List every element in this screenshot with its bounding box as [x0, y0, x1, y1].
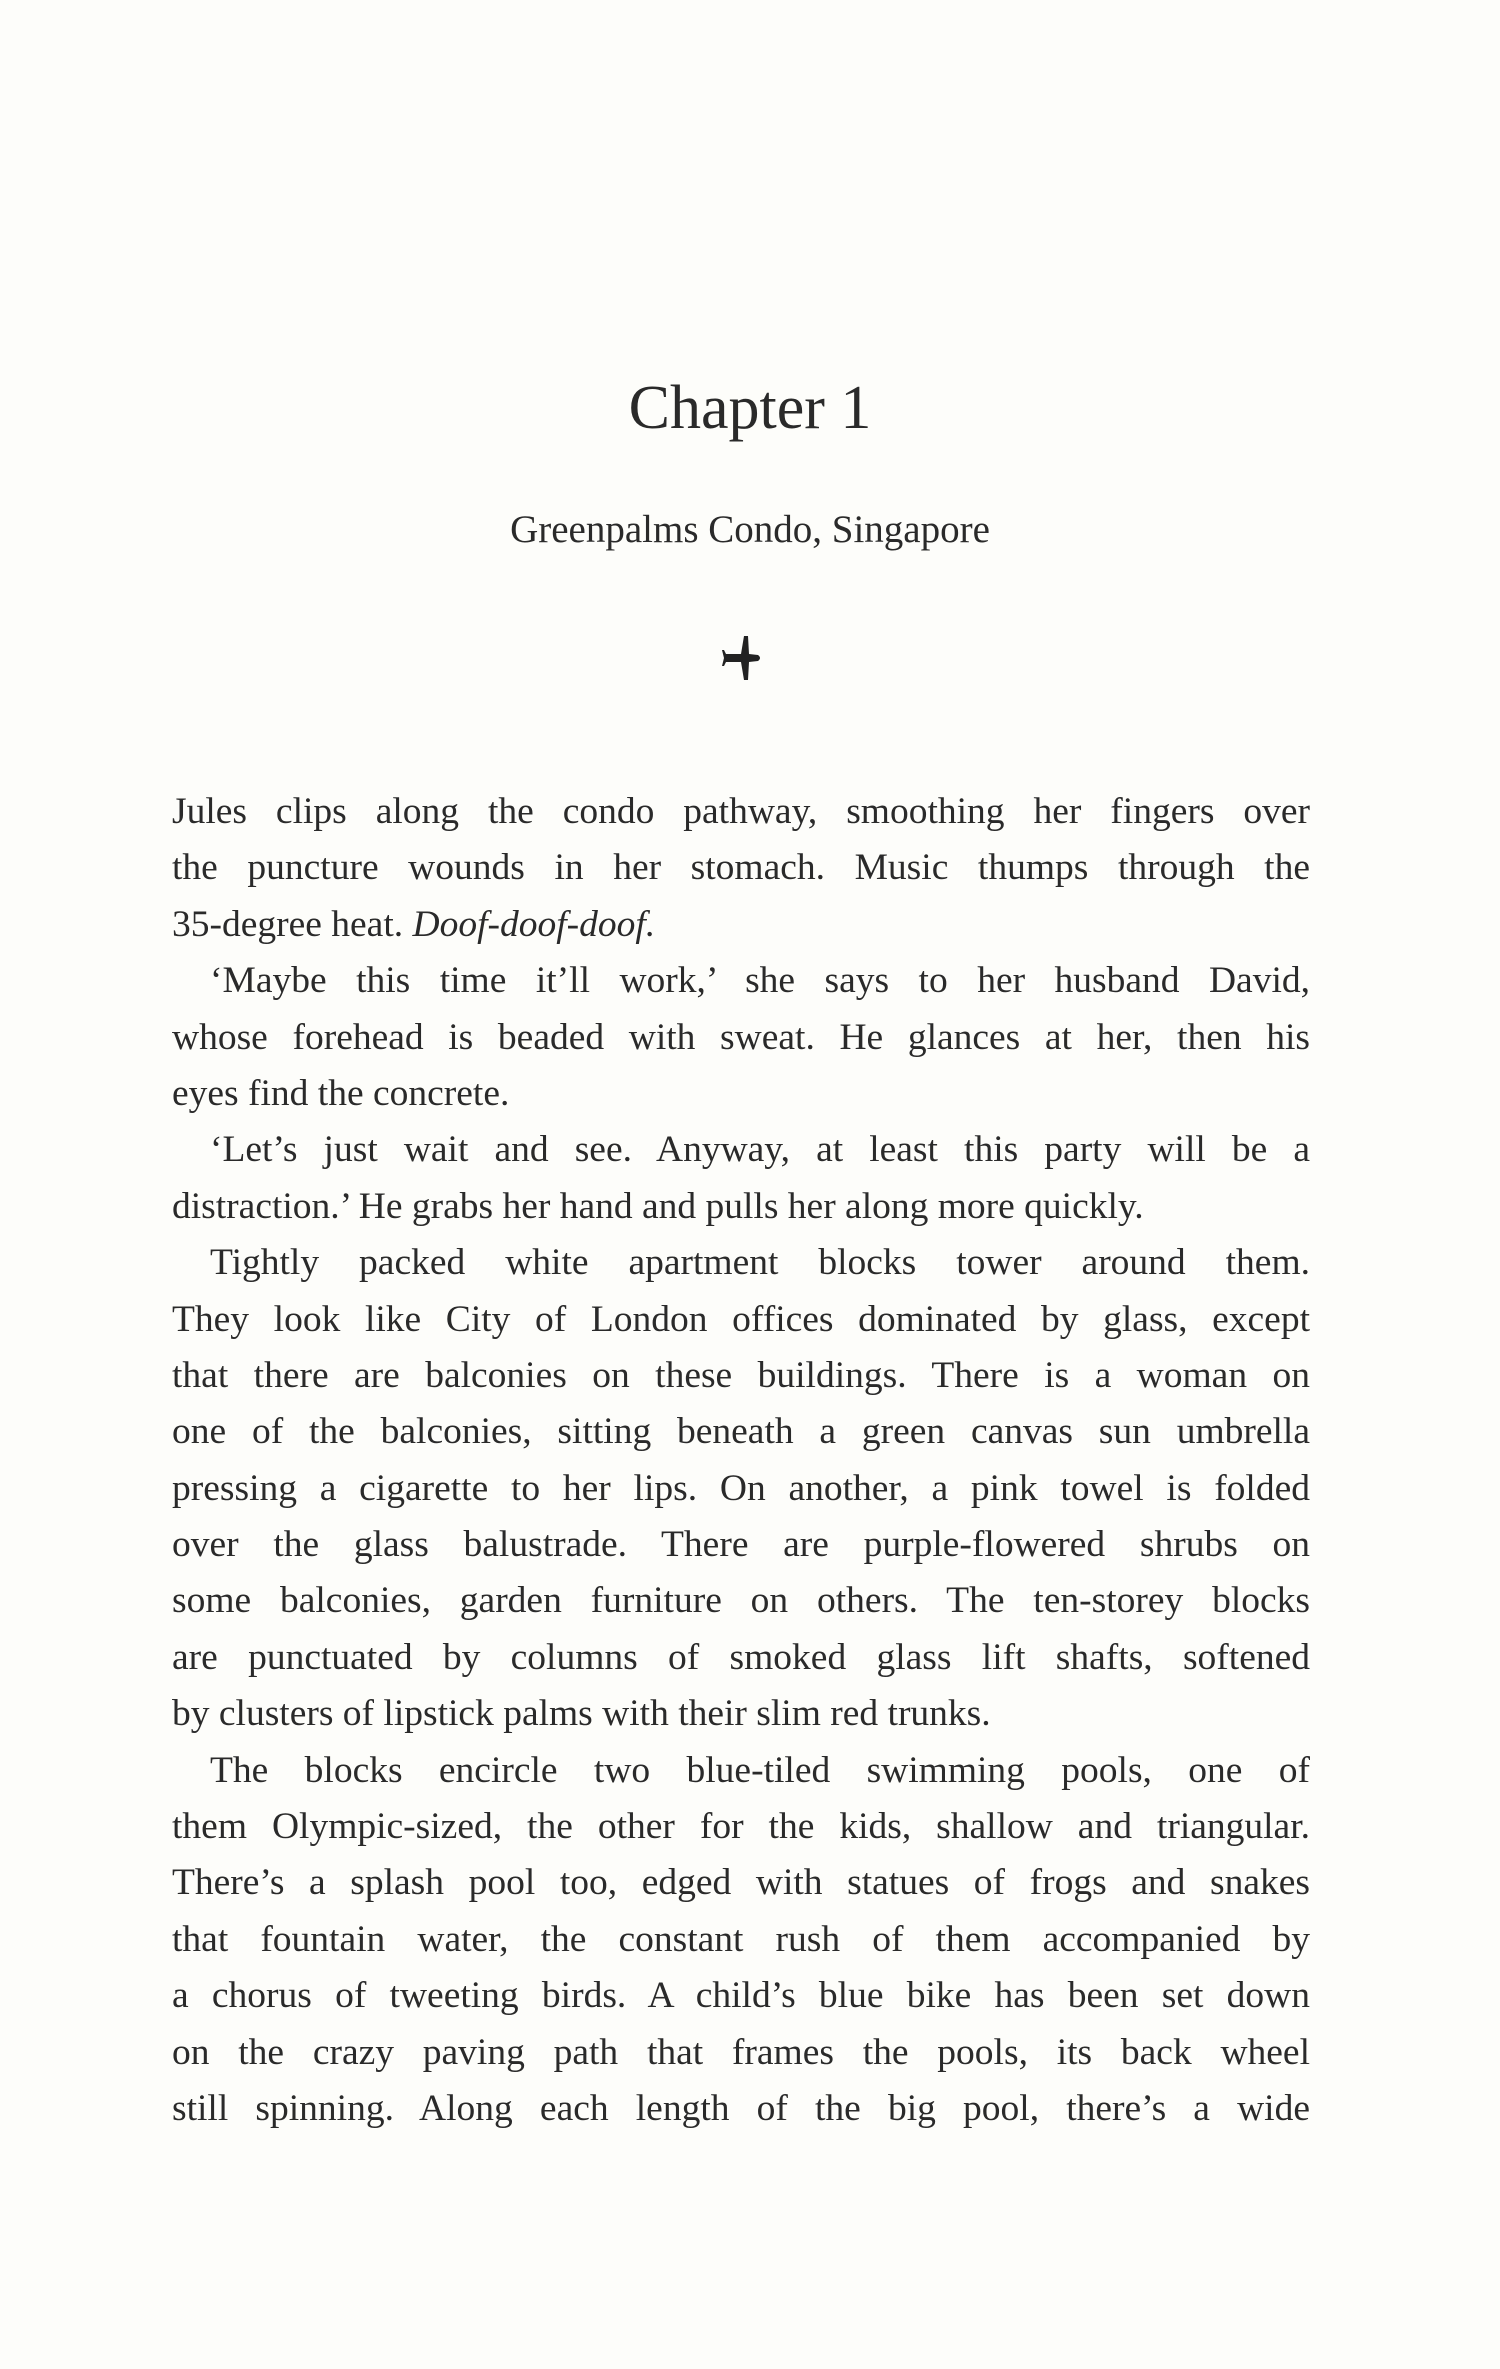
text-line: Jules clips along the condo pathway, smoothing her fingers over [172, 791, 1310, 832]
text-line: ‘Let’s just wait and see. Anyway, at least this party will be a [210, 1129, 1310, 1171]
chapter-title: Chapter 1 [628, 374, 872, 442]
text-line: the puncture wounds in her stomach. Music thumps through the [172, 847, 1310, 889]
text-line: that fountain water, the constant rush of them accompanied by [172, 1918, 1310, 1960]
text-line: over the glass balustrade. There are purple-flowered shrubs on [172, 1524, 1310, 1566]
text-fragment: 35-degree heat. [172, 903, 413, 945]
chapter-location: Greenpalms Condo, Singapore [510, 508, 990, 551]
text-line: are punctuated by columns of smoked glass lift shafts, softened [172, 1636, 1310, 1678]
text-line: There’s a splash pool too, edged with statues of frogs and snakes [172, 1862, 1310, 1904]
paragraph [172, 953, 1310, 1122]
text-line: pressing a cigarette to her lips. On another, a pink towel is folded [172, 1467, 1310, 1509]
text-line: They look like City of London offices dominated by glass, except [172, 1298, 1310, 1340]
text-line: The blocks encircle two blue-tiled swimming pools, one of [210, 1749, 1310, 1791]
italic-sound-effect: Doof-doof-doof. [412, 903, 656, 945]
paragraph [172, 1122, 1310, 1235]
chapter-body [172, 784, 1310, 2137]
paragraph [172, 1743, 1310, 2138]
text-line: eyes find the concrete. [172, 1072, 510, 1114]
airplane-icon [722, 634, 762, 682]
text-line: ‘Maybe this time it’ll work,’ she says to her husband David, [210, 960, 1310, 1002]
text-line: some balconies, garden furniture on others. The ten-storey blocks [172, 1580, 1310, 1622]
paragraph [172, 784, 1310, 953]
paragraph [172, 1235, 1310, 1743]
text-line [172, 897, 1310, 953]
text-line: them Olympic-sized, the other for the kids, shallow and triangular. [172, 1806, 1310, 1848]
text-line: that there are balconies on these buildings. There is a woman on [172, 1354, 1310, 1396]
text-line: one of the balconies, sitting beneath a green canvas sun umbrella [172, 1411, 1310, 1453]
text-line: on the crazy paving path that frames the pools, its back wheel [172, 2031, 1310, 2073]
text-line: Tightly packed white apartment blocks tower around them. [210, 1242, 1310, 1284]
text-line: distraction.’ He grabs her hand and pulls her along more quickly. [172, 1185, 1144, 1227]
text-line: still spinning. Along each length of the big pool, there’s a wide [172, 2087, 1310, 2129]
text-line: whose forehead is beaded with sweat. He glances at her, then his [172, 1016, 1310, 1058]
text-line: by clusters of lipstick palms with their slim red trunks. [172, 1693, 991, 1735]
text-line: a chorus of tweeting birds. A child’s blue bike has been set down [172, 1975, 1310, 2017]
